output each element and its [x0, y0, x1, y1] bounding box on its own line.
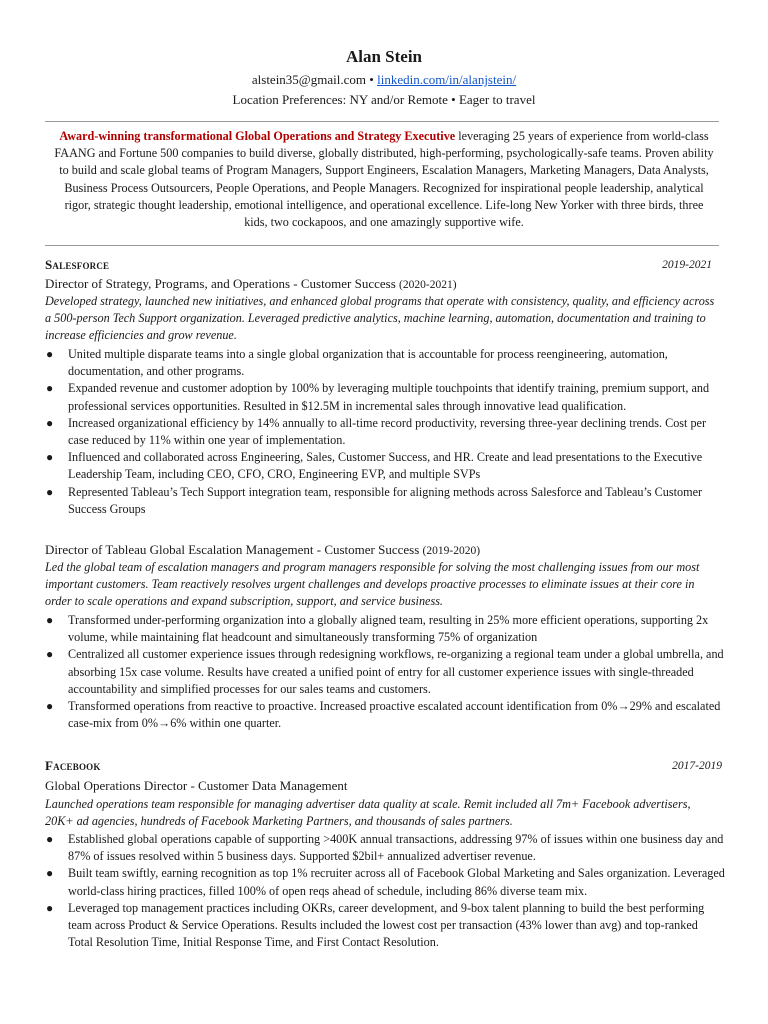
divider-top	[45, 121, 719, 122]
bullet-icon: ●	[46, 484, 54, 499]
bullet-icon: ●	[46, 647, 54, 662]
contact-separator: •	[369, 72, 374, 87]
role-title-text: Director of Strategy, Programs, and Operations - Customer Success	[45, 276, 396, 291]
bullet-icon: ●	[46, 900, 54, 915]
company-salesforce: Salesforce	[45, 257, 110, 272]
role-description-fb-1: Launched operations team responsible for managing advertiser data quality at scale. Remit included all 7m+ Facebook advertisers, 20K+ ad agencies, hundreds of Facebook Marketing Partners, and thousands of sales partners.	[45, 797, 691, 829]
company-facebook: Facebook	[45, 758, 101, 773]
list-item: ● Expanded revenue and customer adoption by 100% by leveraging multiple touchpoints that identify training, premium support, and professional services opportunities. Resulted in $12.5M in incremental sales through innovative lead qualification.	[46, 381, 710, 413]
bullet-icon: ●	[46, 450, 54, 465]
bullet-icon: ●	[46, 347, 54, 361]
role-title-sf-1	[45, 276, 457, 293]
dates-salesforce: 2019-2021	[662, 259, 712, 271]
bullet-icon: ●	[46, 415, 54, 430]
role-years: (2019-2020)	[422, 545, 481, 557]
list-item: ● Established global operations capable of supporting >400K annual transactions, addressing 97% of issues within one business day and 87% of issues resolved within 5 business days. Supported $2bil+ annualized advertiser revenue.	[46, 832, 724, 864]
divider-summary	[45, 245, 719, 246]
bullet-list-sf-2	[45, 612, 725, 732]
role-years: (2020-2021)	[399, 279, 457, 291]
summary-paragraph	[52, 128, 716, 231]
bullet-icon: ●	[46, 866, 54, 881]
location-preferences: Location Preferences: NY and/or Remote • Eager to travel	[232, 92, 536, 107]
bullet-list-fb-1	[45, 831, 725, 951]
role-description-sf-1: Developed strategy, launched new initiatives, and enhanced global programs that operate with consistency, quality, and efficiency across a 500-person Tech Support organization. Leveraged predictive analytics, machine learning, automation, documentation and training to increase efficiencies and grow revenue.	[45, 294, 715, 343]
contact-line	[0, 72, 768, 88]
list-item: ● Leveraged top management practices including OKRs, career development, and 9-box talent planning to build the best performing team across Product & Service Operations. Results included the lowest cost per transaction (43% lower than avg) and top-ranked Total Resolution Time, Initial Response Time, and First Contact Resolution.	[46, 900, 705, 950]
bullet-icon: ●	[46, 613, 54, 627]
list-item: ● Influenced and collaborated across Engineering, Sales, Customer Success, and HR. Create and lead presentations to the Executive Leadership Team, including CEO, CFO, CRO, Engineering EVP, and multiple SVPs	[46, 450, 703, 482]
list-item: ● Transformed under-performing organization into a globally aligned team, resulting in 25% more efficient operations, supporting 2x volume, while maintaining flat headcount and simultaneously transforming 75% of organization	[46, 613, 709, 645]
role-description-sf-2: Led the global team of escalation managers and program managers responsible for solving the most challenging issues from our most important customers. Team reactively resolves urgent challenges and develops proactive processes to eliminate issues at their core in order to scale operations and expand subscription, support, and service business.	[45, 560, 700, 609]
list-item: ● Built team swiftly, earning recognition as top 1% recruiter across all of Facebook Global Marketing and Sales organization. Leveraged world-class hiring practices, filled 100% of open reqs ahead of schedule, including 86% diverse team mix.	[46, 866, 725, 898]
list-item: ● United multiple disparate teams into a single global organization that is accountable for process reengineering, automation, documentation, and other programs.	[46, 347, 668, 379]
email-text: alstein35@gmail.com	[251, 72, 367, 87]
list-item: ● Centralized all customer experience issues through redesigning workflows, re-organizing a regional team under a global umbrella, and absorbing 15x case volume. Results have created a unified point of entry for all customer experience issues with single-threaded accountability and simplified processes for our sales teams and customers.	[46, 647, 724, 696]
list-item: ● Transformed operations from reactive to proactive. Increased proactive escalated account identification from 0%→29% and escalated case-mix from 0%→6% within one quarter.	[46, 699, 721, 731]
role-title-text: Director of Tableau Global Escalation Management - Customer Success	[45, 542, 420, 557]
linkedin-link[interactable]: linkedin.com/in/alanjstein/	[377, 72, 517, 87]
bullet-icon: ●	[46, 832, 54, 846]
candidate-name: Alan Stein	[345, 47, 423, 66]
list-item: ● Increased organizational efficiency by 14% annually to all-time record productivity, reversing three-year declining trends. Cost per case reduced by 11% within one year of implementation.	[46, 415, 707, 448]
bullet-icon: ●	[46, 699, 54, 714]
summary-highlight: Award-winning transformational Global Operations and Strategy Executive	[59, 129, 456, 143]
dates-facebook: 2017-2019	[672, 760, 722, 772]
summary-text: leveraging 25 years of experience from world-class FAANG and Fortune 500 companies to build diverse, globally distributed, high-performing, psychologically-safe teams. Proven ability to build and scale global teams of Program Managers, Support Engineers, Escalation Managers, Marketing Managers, Data Analysts, Business Process Outsourcers, People Operations, and People Managers. Recognized for inspirational people leadership, analytical rigor, strategic thought leadership, emotional intelligence, and operational excellence. Life-long New Yorker with three birds, three kids, two cockapoos, and one amazingly supportive wife.	[54, 129, 714, 230]
bullet-icon: ●	[46, 381, 54, 396]
role-title-fb-1: Global Operations Director - Customer Data Management	[45, 778, 348, 793]
list-item: ● Represented Tableau’s Tech Support integration team, responsible for aligning methods across Salesforce and Tableau’s Customer Success Groups	[46, 484, 703, 516]
bullet-list-sf-1	[45, 346, 725, 518]
role-title-sf-2	[45, 542, 480, 559]
